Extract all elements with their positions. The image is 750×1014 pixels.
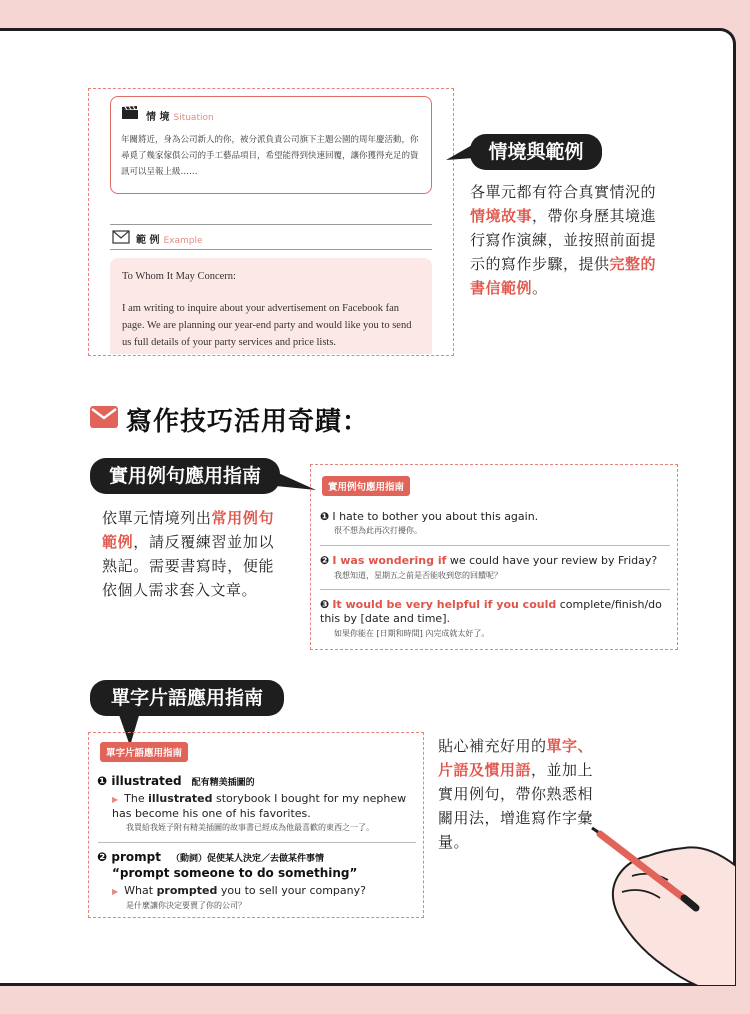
vocab-example-2-translation: 是什麼讓你決定要賣了你的公司？ (126, 901, 246, 910)
hand-with-pen-illustration (588, 826, 736, 986)
example-body: I am writing to inquire about your advertisement on Facebook fan page. We are planning our year-end party and would like you to send us full details of your party services and price lists. (122, 303, 412, 348)
vocabulary-bubble: 單字片語應用指南 (90, 680, 284, 716)
sentence-3: ❸ It would be very helpful if you could complete/finish/do this by [date and time]. (320, 598, 662, 625)
situation-description: 各單元都有符合真實情況的情境故事，帶你身歷其境進行寫作演練，並按照前面提示的寫作步驟，提供完整的書信範例。 (470, 183, 657, 297)
sentence-3-translation: 如果你能在 [日期和時間] 內完成就太好了。 (334, 629, 490, 638)
example-salutation: To Whom It May Concern: (122, 271, 236, 282)
vocab-phrase-2: “prompt someone to do something” (112, 866, 358, 880)
situation-text: 年關將近，身為公司新人的你，被分派負責公司旗下主題公園的周年慶活動，你尋覓了幾家傢俱公司的手工藝品項目，希望能得到快速回覆，讓你獲得充足的資訊可以呈報上級…… (121, 135, 419, 177)
divider (320, 545, 670, 546)
divider (320, 589, 670, 590)
vocab-word-2: ❷ prompt （動詞）促使某人決定／去做某件事情 (97, 850, 324, 864)
clapperboard-icon (122, 106, 138, 119)
sentence-2-translation: 我想知道，星期五之前是否能收到您的回饋呢？ (334, 571, 502, 580)
sentence-2: ❷ I was wondering if we could have your review by Friday? (320, 554, 658, 567)
practical-description: 依單元情境列出常用例句範例，請反覆練習並加以熟記。需要書寫時，便能依個人需求套入文章。 (102, 509, 274, 599)
vocab-example-2: ▶ What prompted you to sell your company? (112, 884, 366, 897)
envelope-icon (112, 228, 130, 244)
vocab-example-1-translation: 我買給我姪子附有精美插圖的故事書已經成為他最喜歡的東西之一了。 (126, 823, 374, 832)
situation-heading: 情 境 Situation (146, 112, 214, 123)
practical-tag: 實用例句應用指南 (322, 476, 410, 496)
sentence-1-translation: 很不想為此再次打擾你。 (334, 526, 422, 535)
section-title: 寫作技巧活用奇蹟： (126, 407, 370, 437)
divider (98, 842, 416, 843)
situation-bubble: 情境與範例 (470, 134, 602, 170)
vocab-example-1: ▶ The illustrated storybook I bought for my nephew has become his one of his favorites. (112, 792, 407, 820)
practical-sentences-bubble: 實用例句應用指南 (90, 458, 280, 494)
bubble-pointer (446, 144, 474, 164)
vocabulary-tag: 單字片語應用指南 (100, 742, 188, 762)
example-heading: 範 例 Example (110, 224, 432, 250)
vocab-word-1: ❶ illustrated 配有精美插圖的 (97, 774, 255, 788)
vocabulary-description: 貼心補充好用的單字、片語及慣用語，並加上實用例句，帶你熟悉相關用法，增進寫作字彙量。 (438, 737, 594, 851)
mail-icon (90, 406, 118, 428)
sentence-1: ❶ I hate to bother you about this again. (320, 510, 539, 523)
